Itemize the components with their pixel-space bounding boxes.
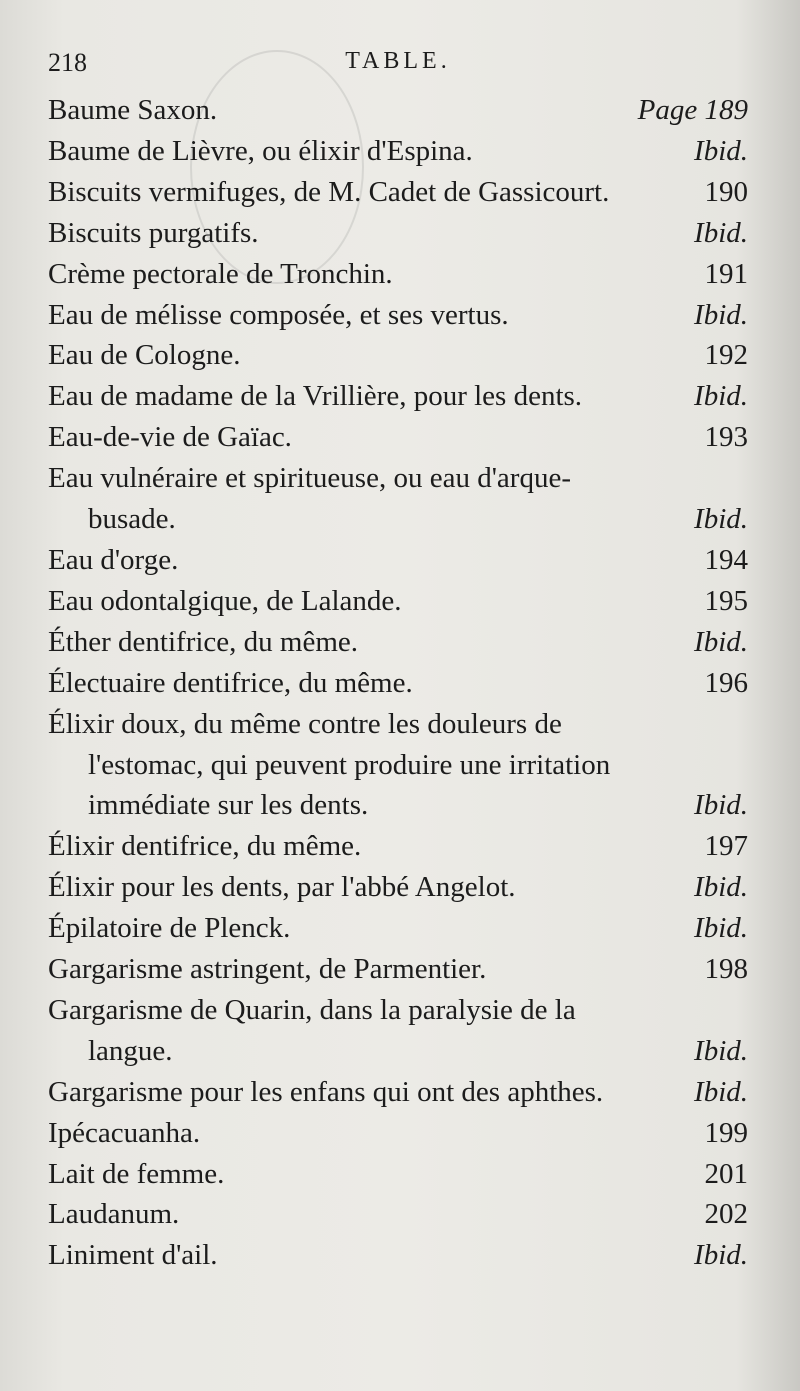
entry-page-ref: Ibid. xyxy=(694,134,748,167)
entry-page-ref: 195 xyxy=(704,584,748,617)
entry-title: Liniment d'ail. xyxy=(48,1239,218,1272)
entry-title: Gargarisme pour les enfans qui ont des aphthes. xyxy=(48,1075,604,1108)
entry-title: Baume Saxon. xyxy=(48,94,218,126)
entry-title: Laudanum. xyxy=(48,1198,180,1231)
entry-title: Ipécacuanha. xyxy=(48,1116,201,1149)
index-entry xyxy=(48,213,748,254)
page-header xyxy=(48,48,748,84)
entry-title: Biscuits vermifuges, de M. Cadet de Gassicourt. xyxy=(48,175,610,208)
entry-page-ref: 193 xyxy=(704,421,748,454)
entry-page-ref: Ibid. xyxy=(694,216,748,249)
entry-title: Eau de Cologne. xyxy=(48,339,241,372)
entry-page-ref: 191 xyxy=(704,257,748,290)
index-entry xyxy=(48,1194,748,1235)
index-entry xyxy=(48,417,748,458)
index-entry xyxy=(48,826,748,867)
index-entry xyxy=(48,172,748,213)
entry-continuation: langue. xyxy=(88,1034,173,1067)
index-entry xyxy=(48,867,748,908)
entry-title: Lait de femme. xyxy=(48,1157,225,1190)
index-entry xyxy=(48,540,748,581)
entry-page-ref: 190 xyxy=(704,175,748,208)
entry-page-ref: 198 xyxy=(704,953,748,986)
entry-continuation: l'estomac, qui peuvent produire une irritation xyxy=(88,748,611,781)
entry-page-ref: Ibid. xyxy=(694,912,748,945)
entry-page-ref: Ibid. xyxy=(694,1239,748,1272)
index-entry xyxy=(48,458,748,540)
page-number: 218 xyxy=(48,48,87,77)
entry-continuation: immédiate sur les dents. xyxy=(88,789,369,822)
entry-title: Biscuits purgatifs. xyxy=(48,216,259,249)
entry-page-ref: 196 xyxy=(704,666,748,699)
index-entry xyxy=(48,254,748,295)
entry-page-ref: Ibid. xyxy=(694,380,748,413)
entry-title: Élixir doux, du même contre les douleurs de xyxy=(48,707,562,740)
index-entry xyxy=(48,663,748,704)
entry-title: Eau vulnéraire et spiritueuse, ou eau d'arque- xyxy=(48,462,571,495)
entry-title: Crème pectorale de Tronchin. xyxy=(48,257,393,290)
index-entry xyxy=(48,990,748,1072)
entry-page-ref: Ibid. xyxy=(694,789,748,822)
index-entry xyxy=(48,1154,748,1195)
index-entry xyxy=(48,704,748,827)
entry-page-ref: Page 189 xyxy=(637,94,748,126)
entry-title: Baume de Lièvre, ou élixir d'Espina. xyxy=(48,134,473,167)
index-entry xyxy=(48,1235,748,1276)
entry-page-ref: 192 xyxy=(704,339,748,372)
entry-title: Eau de mélisse composée, et ses vertus. xyxy=(48,298,509,331)
entry-title: Élixir dentifrice, du même. xyxy=(48,830,362,863)
entry-page-ref: Ibid. xyxy=(694,1034,748,1067)
entry-page-ref: Ibid. xyxy=(694,871,748,904)
entry-page-ref: 201 xyxy=(704,1157,748,1190)
entry-page-ref: 199 xyxy=(704,1116,748,1149)
index-entry xyxy=(48,90,748,131)
entry-title: Gargarisme astringent, de Parmentier. xyxy=(48,953,487,986)
entry-title: Électuaire dentifrice, du même. xyxy=(48,666,413,699)
entry-page-ref: Ibid. xyxy=(694,503,748,536)
entry-page-ref: Ibid. xyxy=(694,298,748,331)
index-entry xyxy=(48,1072,748,1113)
running-title: TABLE. xyxy=(345,48,451,74)
table-entries xyxy=(48,90,748,1276)
entry-title: Eau de madame de la Vrillière, pour les dents. xyxy=(48,380,583,413)
entry-title: Eau d'orge. xyxy=(48,543,179,576)
index-entry xyxy=(48,949,748,990)
index-entry xyxy=(48,131,748,172)
index-entry xyxy=(48,376,748,417)
entry-page-ref: Ibid. xyxy=(694,1075,748,1108)
entry-page-ref: 197 xyxy=(704,830,748,863)
entry-title: Eau odontalgique, de Lalande. xyxy=(48,584,402,617)
entry-title: Éther dentifrice, du même. xyxy=(48,625,359,658)
index-entry xyxy=(48,1113,748,1154)
entry-page-ref: 202 xyxy=(704,1198,748,1231)
entry-title: Eau-de-vie de Gaïac. xyxy=(48,421,292,454)
entry-page-ref: 194 xyxy=(704,543,748,576)
entry-title: Gargarisme de Quarin, dans la paralysie de la xyxy=(48,993,576,1026)
index-entry xyxy=(48,622,748,663)
index-entry xyxy=(48,295,748,336)
entry-title: Épilatoire de Plenck. xyxy=(48,912,291,945)
entry-title: Élixir pour les dents, par l'abbé Angelot. xyxy=(48,871,516,904)
entry-continuation: busade. xyxy=(88,503,176,536)
entry-page-ref: Ibid. xyxy=(694,625,748,658)
index-entry xyxy=(48,581,748,622)
index-entry xyxy=(48,335,748,376)
index-entry xyxy=(48,908,748,949)
